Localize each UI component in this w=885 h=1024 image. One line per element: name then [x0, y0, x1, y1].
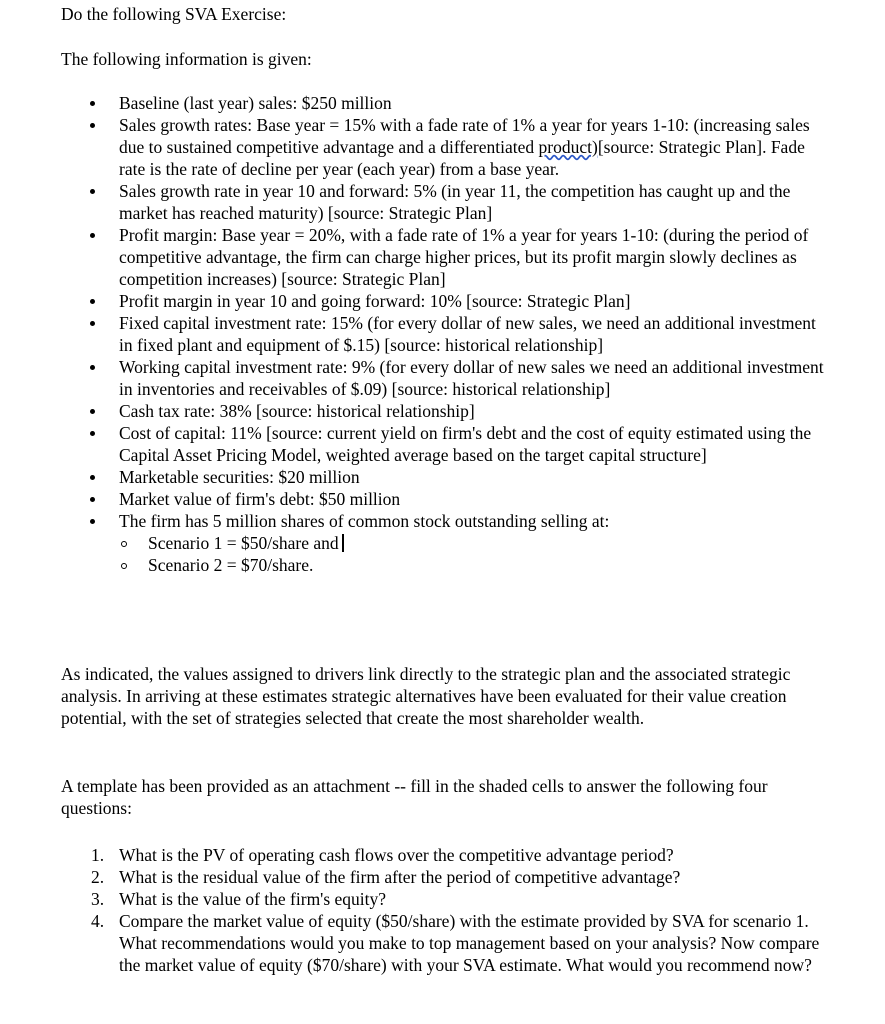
bullet-icon — [90, 431, 95, 436]
list-item-text: [source: Strategic Plan]. Fade rate is the rate of decline per year (each year) from a base year. — [119, 137, 805, 179]
question-list — [61, 844, 831, 976]
list-item-text: The firm has 5 million shares of common stock outstanding selling at: — [119, 511, 610, 531]
bullet-icon — [90, 365, 95, 370]
scenario-list — [119, 532, 831, 576]
scenario-item — [119, 554, 831, 576]
hollow-bullet-icon — [121, 541, 127, 547]
hollow-bullet-icon — [121, 563, 127, 569]
list-item — [61, 488, 831, 510]
list-item-text: Profit margin: Base year = 20%, with a fade rate of 1% a year for years 1-10: (during the period of competitive advantage, the firm can charge higher prices, but its profit margin slowly declines as competition increases) [source: Strategic Plan] — [119, 225, 809, 289]
list-item — [61, 114, 831, 180]
list-item — [61, 400, 831, 422]
spellcheck-underlined-word[interactable]: product) — [538, 137, 598, 157]
given-intro: The following information is given: — [61, 49, 312, 69]
page-title: Do the following SVA Exercise: — [61, 4, 287, 24]
question-number: 3. — [91, 889, 105, 909]
list-item-text: Profit margin in year 10 and going forward: 10% [source: Strategic Plan] — [119, 291, 631, 311]
question-text: What is the value of the firm's equity? — [119, 889, 387, 909]
list-item-text: Cost of capital: 11% [source: current yield on firm's debt and the cost of equity estimated using the Capital Asset Pricing Model, weighted average based on the target capital structure] — [119, 423, 812, 465]
list-item-text: Sales growth rates: Base year = 15% with a fade rate of 1% a year for years 1-10: (increasing sales due to sustained competitive advantage and a differentiated — [119, 115, 810, 157]
bullet-icon — [90, 321, 95, 326]
bullet-icon — [90, 189, 95, 194]
question-number: 1. — [91, 845, 105, 865]
bullet-icon — [90, 101, 95, 106]
list-item — [61, 312, 831, 356]
list-item-text: Marketable securities: $20 million — [119, 467, 360, 487]
list-item — [61, 510, 831, 576]
question-number: 4. — [91, 911, 105, 931]
question-item — [61, 844, 831, 866]
scenario-text: Scenario 1 = $50/share and — [148, 533, 339, 553]
bullet-icon — [90, 299, 95, 304]
question-text: What is the residual value of the firm after the period of competitive advantage? — [119, 867, 681, 887]
question-text: Compare the market value of equity ($50/share) with the estimate provided by SVA for scenario 1. What recommendations would you make to top management based on your analysis? Now compare the market value of equity ($70/share) with your SVA estimate. What would you recommend now? — [119, 911, 820, 975]
bullet-icon — [90, 233, 95, 238]
bullet-icon — [90, 409, 95, 414]
instructions-paragraph: A template has been provided as an attachment -- fill in the shaded cells to answer the following four questions: — [61, 776, 768, 818]
list-item — [61, 180, 831, 224]
question-number: 2. — [91, 867, 105, 887]
scenario-item — [119, 532, 831, 554]
bullet-icon — [90, 497, 95, 502]
question-item — [61, 866, 831, 888]
context-paragraph: As indicated, the values assigned to drivers link directly to the strategic plan and the associated strategic analysis. In arriving at these estimates strategic alternatives have been evaluated for their value creation potential, with the set of strategies selected that create the most shareholder wealth. — [61, 664, 791, 728]
given-info-list — [61, 92, 831, 576]
bullet-icon — [90, 519, 95, 524]
text-cursor — [342, 534, 344, 552]
question-text: What is the PV of operating cash flows over the competitive advantage period? — [119, 845, 674, 865]
list-item-text: Cash tax rate: 38% [source: historical relationship] — [119, 401, 475, 421]
list-item-text: Working capital investment rate: 9% (for every dollar of new sales we need an additional investment in inventories and receivables of $.09) [source: historical relationship] — [119, 357, 824, 399]
scenario-text: Scenario 2 = $70/share. — [148, 555, 314, 575]
list-item — [61, 466, 831, 488]
bullet-icon — [90, 475, 95, 480]
list-item-text: Baseline (last year) sales: $250 million — [119, 93, 392, 113]
list-item — [61, 422, 831, 466]
list-item-text: Market value of firm's debt: $50 million — [119, 489, 401, 509]
question-item — [61, 910, 831, 976]
list-item — [61, 92, 831, 114]
bullet-icon — [90, 123, 95, 128]
list-item — [61, 224, 831, 290]
list-item — [61, 356, 831, 400]
list-item-text: Sales growth rate in year 10 and forward: 5% (in year 11, the competition has caught up and the market has reached maturity) [source: Strategic Plan] — [119, 181, 791, 223]
list-item — [61, 290, 831, 312]
list-item-text: Fixed capital investment rate: 15% (for every dollar of new sales, we need an additional investment in fixed plant and equipment of $.15) [source: historical relationship] — [119, 313, 816, 355]
question-item — [61, 888, 831, 910]
